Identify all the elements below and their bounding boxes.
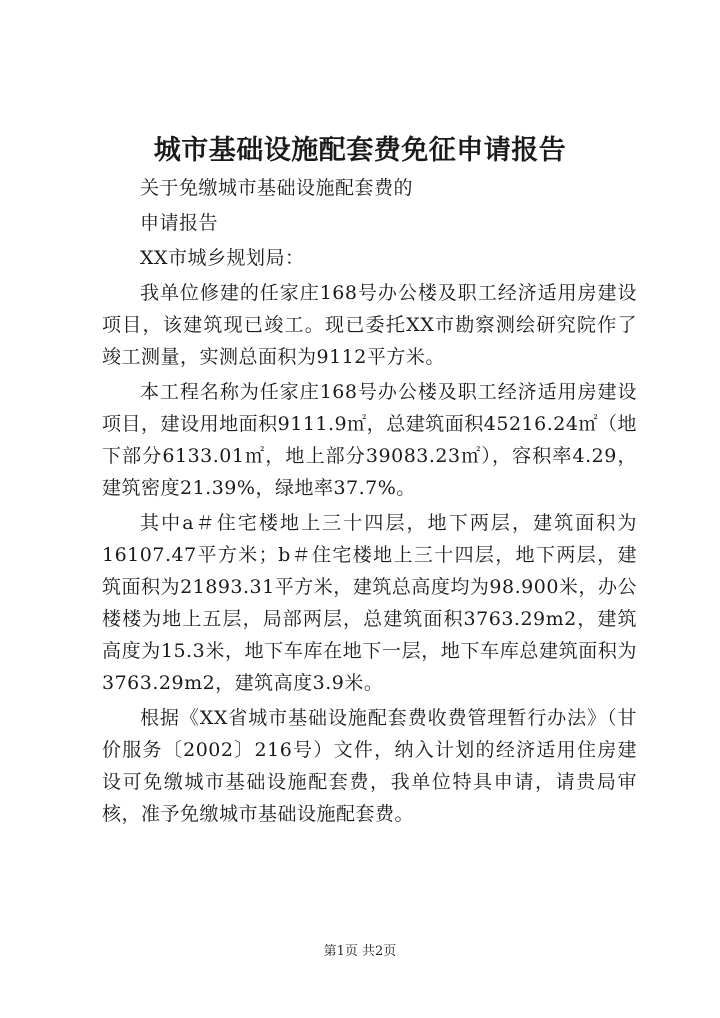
addressee: XX市城乡规划局： (140, 247, 305, 269)
document-title: 城市基础设施配套费免征申请报告 (153, 135, 567, 166)
paragraph-3: 其中a＃住宅楼地上三十四层，地下两层，建筑面积为16107.47平方米；b＃住宅楼地上三十四层，地下两层，建筑面积为21893.31平方米，建筑总高度均为98.900米，办公楼楼为地上五层，局部两层，总建筑面积3763.29m2，建筑高度为15.3米，地下车库在地下一层，地下车库总建筑面积为3763.29m2，建筑高度3.9米。 (102, 512, 637, 694)
document-body (102, 172, 637, 833)
paragraph-2: 本工程名称为任家庄168号办公楼及职工经济适用房建设项目，建设用地面积9111.9㎡，总建筑面积45216.24㎡（地下部分6133.01㎡，地上部分39083.23㎡），容积率4.29，建筑密度21.39%，绿地率37.7%。 (102, 381, 637, 499)
page-number: 第1页 共2页 (323, 944, 397, 959)
paragraph-4: 根据《XX省城市基础设施配套费收费管理暂行办法》（甘价服务〔2002〕216号）文件，纳入计划的经济适用住房建设可免缴城市基础设施配套费，我单位特具申请，请贵局审核，准予免缴城市基础设施配套费。 (102, 707, 637, 825)
subtitle-line-1: 关于免缴城市基础设施配套费的 (140, 177, 414, 199)
subtitle-line-2: 申请报告 (140, 212, 219, 234)
page-footer (0, 940, 720, 959)
paragraph-1: 我单位修建的任家庄168号办公楼及职工经济适用房建设项目，该建筑现已竣工。现已委托XX市勘察测绘研究院作了竣工测量，实测总面积为9112平方米。 (102, 282, 637, 368)
